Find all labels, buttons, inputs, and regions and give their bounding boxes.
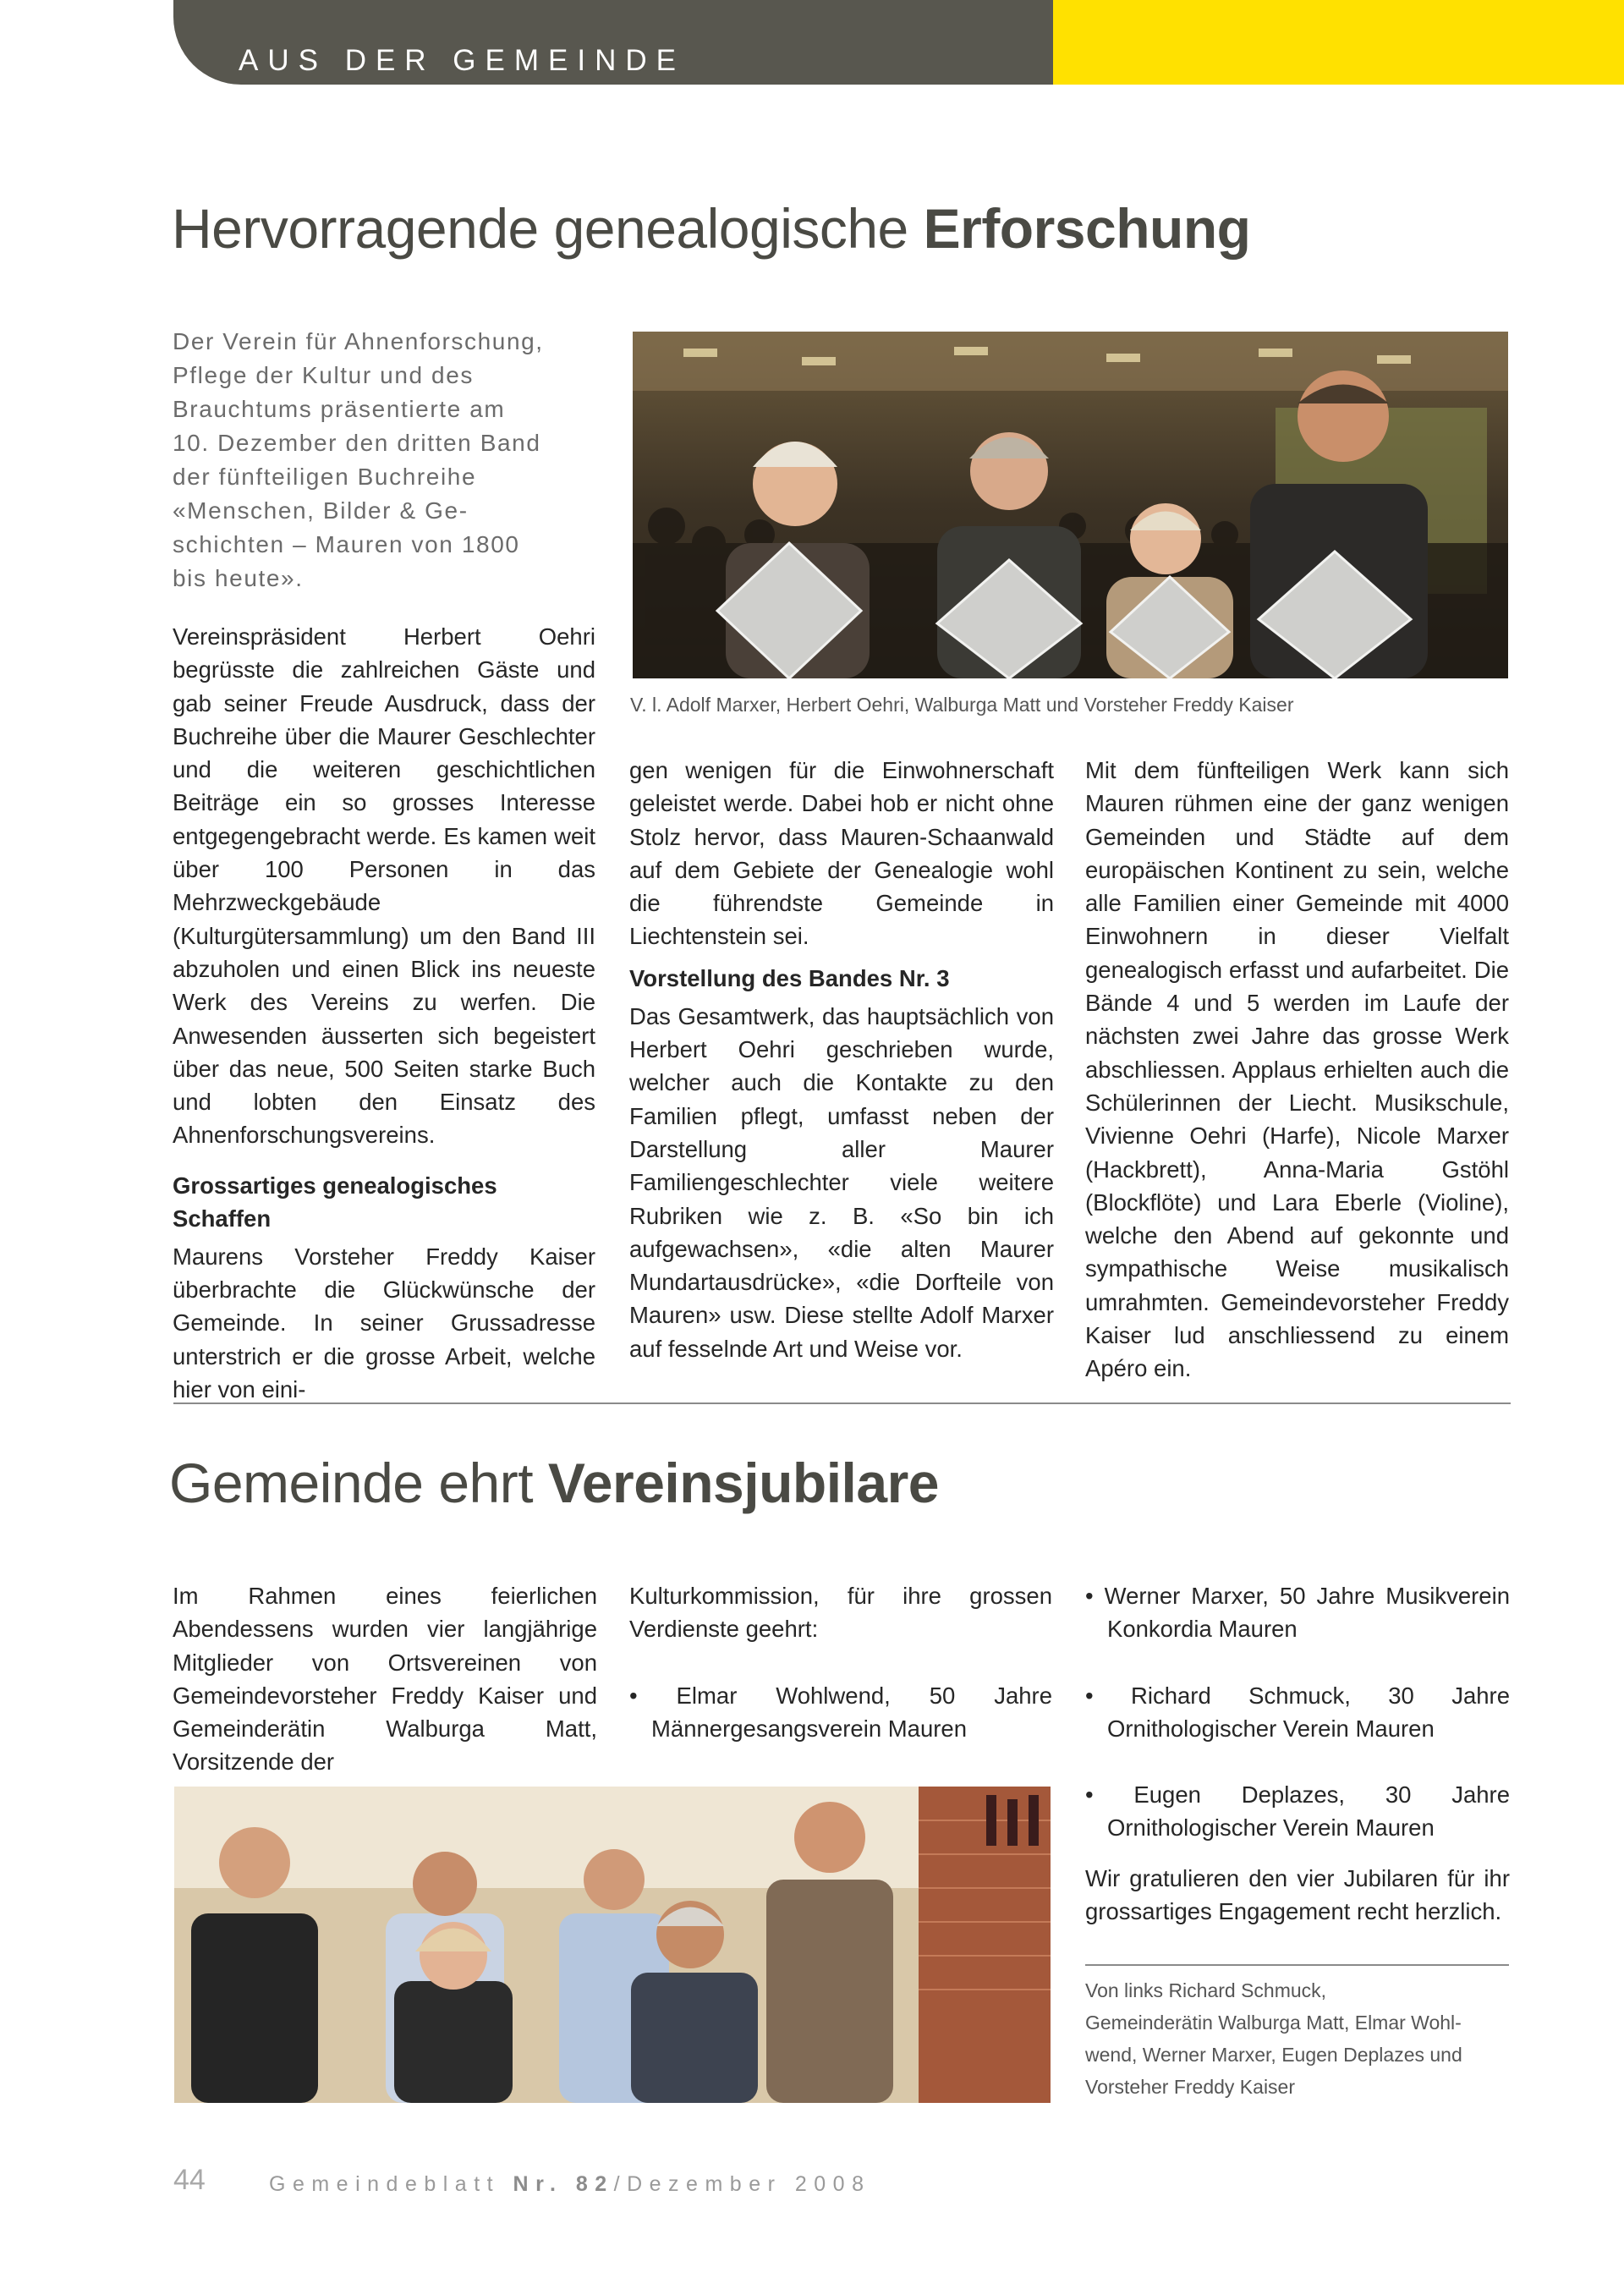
lead-line: bis heute».	[173, 565, 304, 591]
caption-line: Vorsteher Freddy Kaiser	[1085, 2076, 1296, 2098]
article1-title	[172, 196, 1250, 261]
caption-line: wend, Werner Marxer, Eugen Deplazes und	[1085, 2044, 1462, 2066]
paragraph: Maurens Vorsteher Freddy Kaiser überbrachte die Glückwünsche der Gemeinde. In seiner Grussadresse unterstrich er die grosse Arbeit, welche hier von eini-	[173, 1243, 595, 1402]
paragraph: Kulturkommission, für ihre grossen Verdienste geehrt:	[629, 1583, 1052, 1643]
article2-title-light: Gemeinde ehrt	[169, 1452, 548, 1514]
article2-column-3	[1085, 1579, 1510, 1928]
lead-line: der fünfteiligen Buchreihe	[173, 464, 477, 490]
lead-line: schichten – Mauren von 1800	[173, 531, 520, 557]
section-divider	[173, 1402, 1511, 1404]
caption-line: Gemeinderätin Walburga Matt, Elmar Wohl-	[1085, 2012, 1462, 2034]
list-item: • Werner Marxer, 50 Jahre Musikverein Konkordia Mauren	[1085, 1583, 1510, 1643]
article1-photo	[633, 332, 1508, 678]
subheading	[173, 1169, 595, 1235]
paragraph: Vereinspräsident Herbert Oehri begrüsste die zahlreichen Gäste und gab seiner Freude Ausdruck, dass der Buchreihe über die Maurer Geschlechter und die weiteren geschichtlichen Beiträge ein so grosses Interesse entgegengebracht werde. Es kamen weit über 100 Personen in das Mehrzweckgebäude (Kulturgütersammlung) um den Band III abzuholen und einen Blick ins neueste Werk des Vereins zu werfen. Die Anwesenden äusserten sich begeistert über das neue, 500 Seiten starke Buch und lobten den Einsatz des Ahnenforschungsvereins.	[173, 623, 595, 1149]
article1-title-bold: Erforschung	[923, 197, 1251, 260]
article2-column-2	[629, 1579, 1052, 1745]
section-label: AUS DER GEMEINDE	[239, 44, 685, 77]
article2-title	[169, 1451, 939, 1515]
page-number: 44	[173, 2164, 206, 2196]
paragraph: Wir gratulieren den vier Jubilaren für ihr grossartiges Engagement recht herzlich.	[1085, 1864, 1510, 1925]
publication-name: Gemeindeblatt	[269, 2172, 513, 2196]
paragraph: gen wenigen für die Einwohnerschaft geleistet werde. Dabei hob er nicht ohne Stolz hervor, dass Mauren-Schaanwald auf dem Gebiete der Genealogie wohl die führendste Gemeinde in Liechtenstein sei.	[629, 757, 1054, 950]
issue-number: Nr. 82	[513, 2172, 614, 2196]
article1-column-3	[1085, 754, 1509, 1386]
lead-line: Pflege der Kultur und des	[173, 362, 474, 388]
subheading: Vorstellung des Bandes Nr. 3	[629, 964, 950, 991]
lead-line: 10. Dezember den dritten Band	[173, 430, 541, 456]
publication-footer	[269, 2172, 870, 2197]
event-photo-illustration	[633, 332, 1508, 678]
article1-title-light: Hervorragende genealogische	[172, 197, 924, 260]
paragraph: Das Gesamtwerk, das hauptsächlich von Herbert Oehri geschrieben wurde, welcher auch die Kontakte zu den Familien pflegt, umfasst neben der Darstellung aller Maurer Familiengeschlechter viele weitere Rubriken wie z. B. «So bin ich aufgewachsen», «die alten Maurer Mundartausdrücke», «die Dorfteile von Mauren» usw. Diese stellte Adolf Marxer auf fesselnde Art und Weise vor.	[629, 1002, 1054, 1362]
article1-column-1	[173, 620, 595, 1406]
caption-line: Von links Richard Schmuck,	[1085, 1979, 1327, 2001]
paragraph: Mit dem fünfteiligen Werk kann sich Mauren rühmen eine der ganz wenigen Gemeinden und Städte auf dem europäischen Kontinent zu sein, welche alle Familien einer Gemeinde mit 4000 Einwohnern in dieser Vielfalt genealogisch erfasst und aufarbeitet. Die Bände 4 und 5 werden im Laufe der nächsten zwei Jahre das grosse Werk abschliessen. Applaus erhielten auch die Schülerinnen der Liecht. Musikschule, Vivienne Oehri (Harfe), Nicole Marxer (Hackbrett), Anna-Maria Gstöhl (Blockflöte) und Lara Eberle (Violine), welche den Abend auf gekonnte und sympathische Weise musikalisch umrahmten. Gemeindevorsteher Freddy Kaiser lud anschliessend zu einem Apéro ein.	[1085, 757, 1509, 1382]
article1-photo-caption: V. l. Adolf Marxer, Herbert Oehri, Walburga Matt und Vorsteher Freddy Kaiser	[630, 694, 1294, 716]
article1-column-2	[629, 754, 1054, 1365]
list-item: • Richard Schmuck, 30 Jahre Ornithologischer Verein Mauren	[1085, 1682, 1510, 1742]
lead-line: Brauchtums präsentierte am	[173, 396, 506, 422]
list-item: • Elmar Wohlwend, 50 Jahre Männergesangsverein Mauren	[629, 1682, 1052, 1742]
subheading-line: Schaffen	[173, 1205, 272, 1232]
list-item: • Eugen Deplazes, 30 Jahre Ornithologischer Verein Mauren	[1085, 1781, 1510, 1842]
article2-column-1	[173, 1579, 597, 1779]
article2-photo	[174, 1787, 1051, 2103]
group-photo-illustration	[174, 1787, 1051, 2103]
article2-photo-caption	[1085, 1974, 1525, 2103]
subheading-line: Grossartiges genealogisches	[173, 1172, 497, 1199]
lead-line: Der Verein für Ahnenforschung,	[173, 328, 544, 354]
paragraph: Im Rahmen eines feierlichen Abendessens wurden vier langjährige Mitglieder von Ortsvereinen von Gemeindevorsteher Freddy Kaiser und Gemeinderätin Walburga Matt, Vorsitzende der	[173, 1583, 597, 1776]
lead-line: «Menschen, Bilder & Ge-	[173, 497, 469, 524]
caption-divider	[1085, 1964, 1509, 1966]
article2-title-bold: Vereinsjubilare	[547, 1452, 939, 1514]
header-accent-bar	[1053, 0, 1624, 85]
issue-date: /Dezember 2008	[613, 2172, 871, 2196]
article1-lead	[173, 325, 612, 596]
